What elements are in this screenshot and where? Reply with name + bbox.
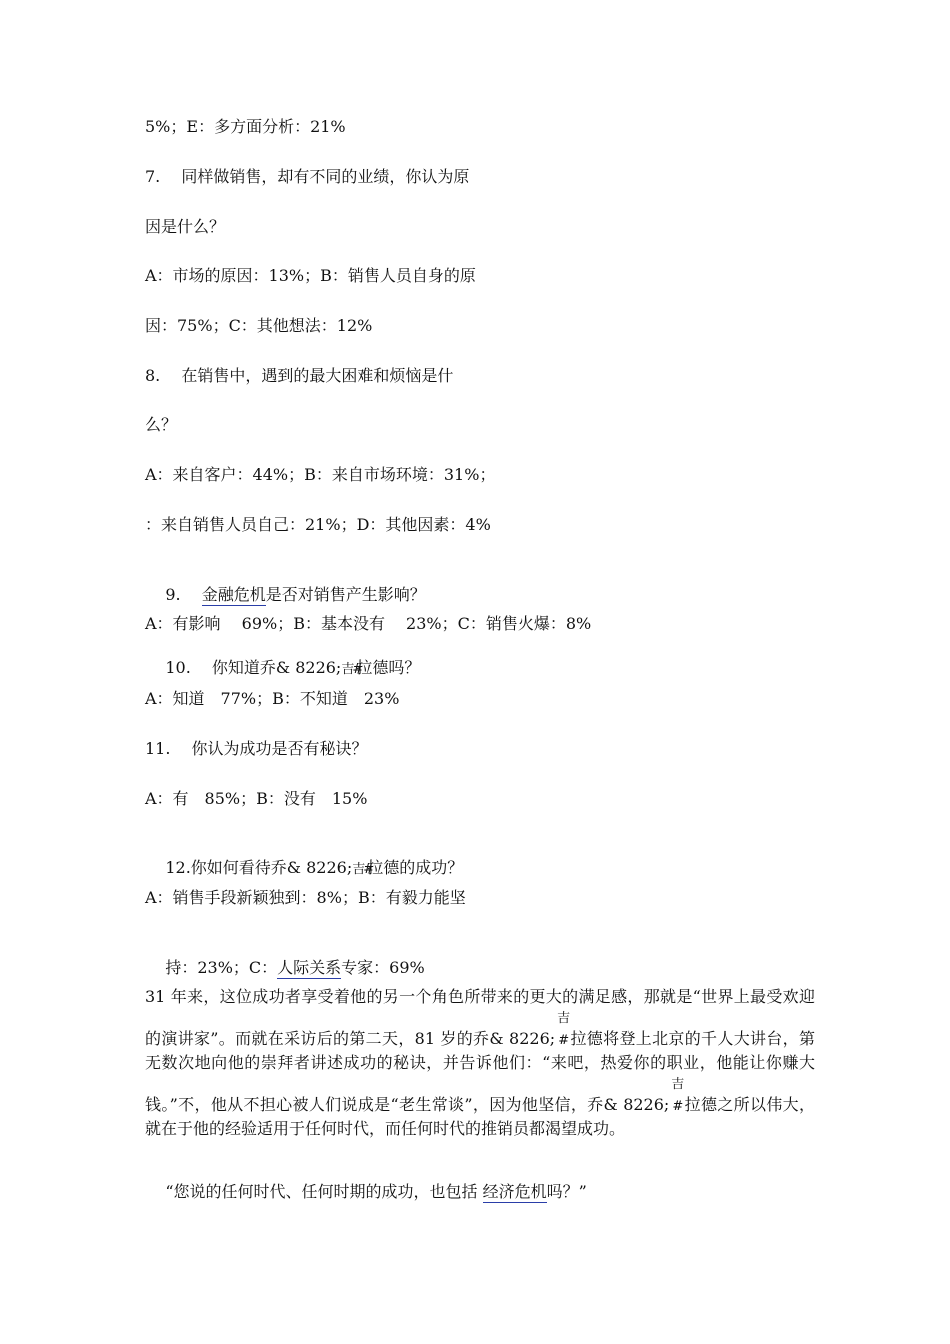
question-number: 9. [165,585,202,604]
text-line: 么？ [145,415,178,434]
answer-8: A：来自客户：44%；B：来自市场环境：31%； [145,465,496,484]
paragraph-text: 拉德将登上北京的千人大讲台，第无数次地向他的崇拜者讲述成功的秘诀，并告诉他们：“来吧，热爱你的职业，他能让你赚大钱。”不，他从不担心被人们说成是“老生常谈”，因为他坚信，乔& 8226; [145,1029,815,1114]
answer-12: A：销售手段新颖独到：8%；B：有毅力能坚 [145,888,466,907]
text-line: ：来自销售人员自己：21%；D：其他因素：4% [145,515,491,534]
question-text: 拉德的成功？ [367,858,464,877]
economic-crisis-link[interactable]: 经济危机 [482,1182,547,1201]
garbled-glyph: 吉# [352,862,373,877]
garbled-glyph: 吉# [557,1011,569,1048]
garbled-glyph: 吉# [341,662,362,677]
answer-10: A：知道 77%；B：不知道 23% [145,689,400,708]
body-paragraph [145,986,815,1140]
text-line: 因：75%；C：其他想法：12% [145,316,373,335]
paragraph-text: 31 年来，这位成功者享受着他的另一个角色所带来的更大的满足感，那就是“世界上最受欢迎的演讲家”。而就在采访后的第二天，81 岁的乔& 8226; [145,987,815,1048]
question-11: 11. 你认为成功是否有秘诀？ [145,739,368,758]
interpersonal-relations-link[interactable]: 人际关系 [277,958,342,977]
question-7: 7. 同样做销售，却有不同的业绩，你认为原 [145,167,470,186]
garbled-glyph: 吉# [671,1077,683,1114]
question-text: 拉德吗？ [356,658,421,677]
text-line: 5%；E：多方面分析：21% [145,117,346,136]
answer-11: A：有 85%；B：没有 15% [145,789,368,808]
answer-text: 专家：69% [341,958,425,977]
question-text: 是否对销售产生影响？ [265,585,426,604]
quote-text: 吗？” [546,1182,587,1201]
answer-9: A：有影响 69%；B：基本没有 23%；C：销售火爆：8% [145,614,592,633]
question-text: 12.你如何看待乔& 8226; [165,858,353,877]
question-8: 8. 在销售中，遇到的最大困难和烦恼是什 [145,366,454,385]
quote-line [145,1162,587,1222]
text-line: 因是什么？ [145,217,226,236]
financial-crisis-link[interactable]: 金融危机 [201,585,266,604]
answer-text: 持：23%；C： [165,958,278,977]
paragraph-text: 拉德之所以伟大，就在于他的经验适用于任何时代，而任何时代的推销员都渴望成功。 [145,1095,815,1138]
quote-text: “您说的任何时代、任何时期的成功，也包括 [165,1182,483,1201]
answer-7: A：市场的原因：13%；B：销售人员自身的原 [145,266,476,285]
question-text: 10. 你知道乔& 8226; [165,658,342,677]
